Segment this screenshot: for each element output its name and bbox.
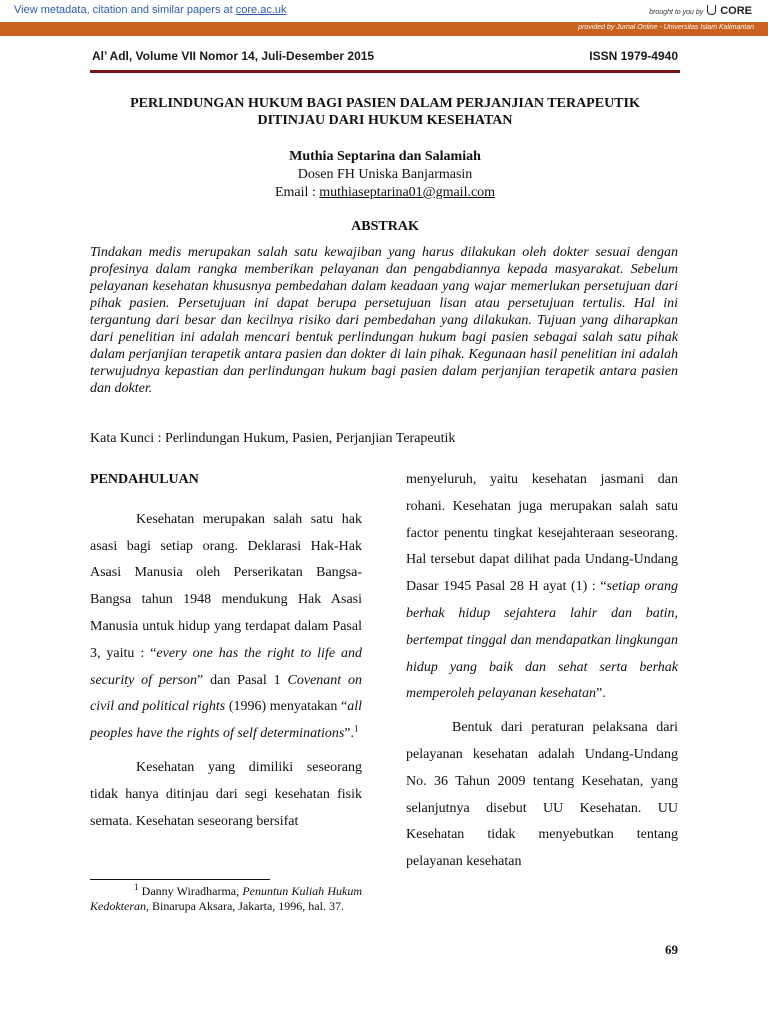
footnote-1: [90, 884, 362, 914]
brought-by-text: brought to you by: [649, 9, 704, 16]
footnote-number: 1: [134, 882, 139, 892]
author-names: Muthia Septarina dan Salamiah: [289, 149, 481, 164]
p3-text-b: ”.: [595, 686, 606, 702]
author-email-link[interactable]: muthiaseptarina01@gmail.com: [319, 185, 496, 200]
p1-text-b: ” dan Pasal 1: [197, 672, 288, 688]
paragraph-3: [406, 467, 678, 708]
author-block: [90, 148, 680, 202]
abstract-heading: ABSTRAK: [351, 219, 419, 234]
p3-text-a: menyeluruh, yaitu kesehatan jasmani dan rohani. Kesehatan juga merupakan salah satu factor penentu tingkat kesejahteraan seseorang. Hal tersebut dapat dilihat pada Undang-Undang Dasar 1945 Pasal 28 H ayat (1) : “: [406, 472, 678, 595]
paragraph-2: Kesehatan yang dimiliki seseorang tidak hanya ditinjau dari segi kesehatan fisik semata. Kesehatan seseorang bersifat: [90, 759, 362, 829]
journal-name-volume: Al’ Adl, Volume VII Nomor 14, Juli-Desember 2015: [92, 49, 375, 63]
footnote-rule: [90, 879, 270, 880]
footnote-ref-1[interactable]: 1: [354, 723, 359, 734]
footnote-rest: , Binarupa Aksara, Jakarta, 1996, hal. 37.: [146, 899, 344, 913]
section-heading: PENDAHULUAN: [90, 472, 199, 487]
paragraph-1: [90, 507, 362, 748]
p1-text-c: (1996) menyatakan “: [225, 699, 348, 715]
paragraph-4: Bentuk dari peraturan pelaksana dari pelayanan kesehatan adalah Undang-Undang No. 36 Tahun 2009 tentang Kesehatan, yang selanjutnya disebut UU Kesehatan. UU Kesehatan tidak menyebutkan tentang pelayanan kesehatan: [406, 720, 678, 870]
core-link-site[interactable]: core.ac.uk: [235, 4, 287, 16]
p1-text-a: Kesehatan merupakan salah satu hak asasi bagi setiap orang. Deklarasi Hak-Hak Asasi Manusia oleh Perserikatan Bangsa-Bangsa tahun 1948 mendukung Hak Asasi Manusia untuk hidup yang terdapat dalam Pasal 3, yaitu : “: [90, 511, 362, 661]
provider-bar: [0, 22, 768, 36]
title-line-2: DITINJAU DARI HUKUM KESEHATAN: [257, 113, 513, 128]
journal-header: [92, 49, 678, 71]
header-rule: [90, 70, 680, 73]
p1-text-d: ”.: [344, 726, 355, 742]
provided-by-text[interactable]: provided by Jurnal Online - Universitas Islam Kalimantan: [578, 24, 754, 31]
author-affiliation: Dosen FH Uniska Banjarmasin: [297, 167, 473, 182]
title-line-1: PERLINDUNGAN HUKUM BAGI PASIEN DALAM PERJANJIAN TERAPEUTIK: [130, 96, 640, 111]
paper-title: [90, 95, 680, 129]
p1-quote-2: all peoples have the rights of self determinations: [90, 699, 362, 742]
author-email-line: [90, 184, 680, 202]
body-column-right: [406, 467, 678, 876]
core-metadata-link[interactable]: [14, 4, 287, 16]
body-column-left: [90, 467, 362, 835]
p1-quote-1: every one has the right to life and security of person: [90, 645, 362, 688]
email-label: Email :: [274, 185, 320, 200]
core-brought-by[interactable]: [649, 5, 752, 17]
core-banner: [0, 0, 768, 23]
journal-issn: ISSN 1979-4940: [589, 49, 678, 63]
footnote-author: Danny Wiradharma,: [138, 884, 243, 898]
keywords: Kata Kunci : Perlindungan Hukum, Pasien, Perjanjian Terapeutik: [90, 431, 456, 446]
p3-quote: setiap orang berhak hidup sejahtera lahir dan batin, bertempat tinggal dan mendapatkan lingkungan hidup yang baik dan sehat serta berhak memperoleh pelayanan kesehatan: [406, 579, 678, 702]
core-logo-icon: [707, 5, 716, 15]
p1-covenant: Covenant on civil and political rights: [90, 672, 363, 715]
page-number: 69: [665, 942, 678, 957]
abstract-text: Tindakan medis merupakan salah satu kewajiban yang harus dilakukan oleh dokter sesuai dengan profesinya dalam rangka memberikan pelayanan dan pengabdiannya kepada masyarakat. Sebelum pelayanan kesehatan khususnya pembedahan dalam keadaan yang wajar memerlukan persetujuan dari pihak pasien. Persetujuan ini dapat berupa persetujuan lisan atau persetujuan tertulis. Hal ini tergantung dari besar dan kecilnya risiko dari pembedahan yang dilakukan. Tujuan yang diharapkan dari penelitian ini adalah mencari bentuk perlindungan hukum bagi pasien sebagai salah satu pihak dalam perjanjian terapetik antara pasien dan dokter di lain pihak. Kegunaan hasil penelitian ini adalah terwujudnya kepastian dan perlindungan hukum bagi pasien dalam perjanjian terapetik antara pasien dan dokter.: [90, 245, 678, 396]
core-logo: CORE: [720, 5, 752, 17]
core-link-prefix: View metadata, citation and similar papers at: [14, 4, 236, 16]
footnote-title: Penuntun Kuliah Hukum Kedokteran: [90, 884, 362, 913]
footnote-text: [90, 884, 362, 914]
